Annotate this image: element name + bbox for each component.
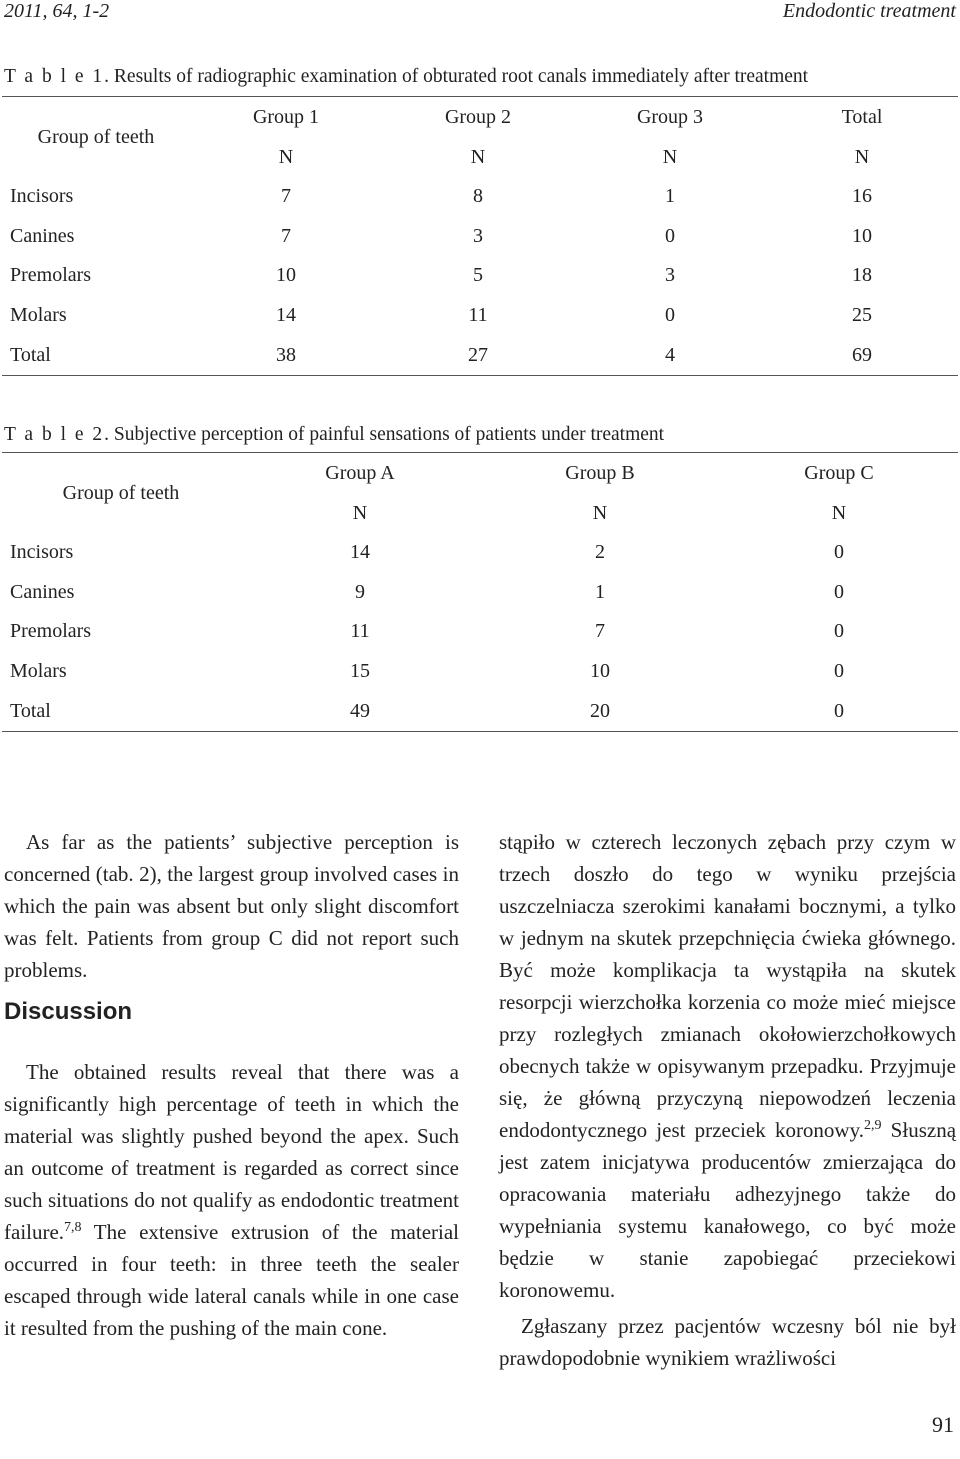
table-row xyxy=(2,217,958,257)
table-cell: 7 xyxy=(595,620,605,643)
table-cell: 49 xyxy=(350,699,370,722)
table-cell: 0 xyxy=(834,580,844,603)
table1-n-header: N xyxy=(854,145,870,168)
table-cell: 10 xyxy=(590,660,610,683)
table-cell: 38 xyxy=(276,343,296,366)
table-cell: 15 xyxy=(350,660,370,683)
table-cell: 0 xyxy=(834,699,844,722)
table2-n-header: N xyxy=(592,501,608,524)
table-row xyxy=(2,256,958,296)
left-column xyxy=(4,826,459,1344)
section-title: Endodontic treatment xyxy=(782,0,956,22)
row-label: Premolars xyxy=(10,264,92,287)
table2-n-header: N xyxy=(831,501,847,524)
table1-n-header: N xyxy=(662,145,678,168)
journal-issue: 2011, 64, 1-2 xyxy=(4,0,110,22)
table1-row-header: Group of teeth xyxy=(37,125,155,148)
table-row xyxy=(2,177,958,217)
table-cell: 69 xyxy=(852,343,872,366)
table2-n-header: N xyxy=(352,501,368,524)
table2-caption-text: . Subjective perception of painful sensations of patients under treatment xyxy=(104,424,665,445)
table-cell: 10 xyxy=(852,224,872,247)
table-cell: 1 xyxy=(595,580,605,603)
table2-group-header: Group C xyxy=(804,461,874,484)
section-heading: Discussion xyxy=(4,998,133,1025)
paragraph: Zgłaszany przez pacjentów wczesny ból nie był prawdopodobnie wynikiem wrażliwości xyxy=(499,1314,956,1370)
row-label: Canines xyxy=(10,224,75,247)
row-label: Total xyxy=(10,343,51,366)
table-cell: 11 xyxy=(468,304,488,327)
paragraph xyxy=(4,1056,459,1344)
table-row xyxy=(2,612,958,652)
paragraph-text: Słuszną jest zatem inicjatywa producentów zmierzająca do opracowania materiału adhezyjnego także do wypełniania systemu kanałowego, co być może będzie w stanie zapobiegać przeciekowi koronowemu. xyxy=(499,1118,957,1302)
table-cell: 14 xyxy=(276,304,296,327)
paragraph-text: The obtained results reveal that there was a significantly high percentage of teeth in which the material was slightly pushed beyond the apex. Such an outcome of treatment is regarded as correct since such situations do not qualify as endodontic treatment failure. xyxy=(4,1060,459,1244)
table-cell: 14 xyxy=(350,541,370,564)
table-cell: 27 xyxy=(468,343,488,366)
running-header xyxy=(4,0,956,26)
table1 xyxy=(2,96,958,376)
table-cell: 3 xyxy=(473,224,483,247)
table1-group-header: Group 1 xyxy=(252,105,320,128)
table-cell: 7 xyxy=(281,185,291,208)
table1-label: T a b l e 1 xyxy=(4,66,105,87)
paragraph-text: The extensive extrusion of the material occurred in four teeth: in three teeth the sealer escaped through wide lateral canals while in one case it resulted from the pushing of the main cone. xyxy=(4,1220,459,1340)
table-cell: 25 xyxy=(852,304,872,327)
table2-group-header: Group B xyxy=(565,461,635,484)
right-column xyxy=(499,826,956,1374)
table-row xyxy=(2,691,958,731)
table-cell: 1 xyxy=(665,185,675,208)
citation-ref: 2,9 xyxy=(864,1118,882,1133)
table-row xyxy=(2,296,958,336)
table2-label: T a b l e 2 xyxy=(4,424,105,445)
table2-group-header: Group A xyxy=(325,461,395,484)
table-cell: 20 xyxy=(590,699,610,722)
table2-row-header: Group of teeth xyxy=(62,481,180,504)
table-cell: 5 xyxy=(473,264,483,287)
table1-n-header: N xyxy=(278,145,294,168)
paragraph-text: stąpiło w czterech leczonych zębach przy czym w trzech doszło do tego w wyniku przejścia uszczelniacza szerokimi kanałami bocznymi, a tylko w jednym na skutek przepchnięcia ćwieka głównego. Być może komplikacja ta wystąpiła na skutek resorpcji wierzchołka korzenia co może mieć miejsce przy rozległych zmianach okołowierzchołkowych obecnych także w opisywanym przepadku. Przyjmuje się, że główną przyczyną niepowodzeń leczenia endodontycznego jest przeciek koronowy. xyxy=(499,830,956,1142)
table-cell: 7 xyxy=(281,224,291,247)
table-cell: 0 xyxy=(834,620,844,643)
table1-n-header: N xyxy=(470,145,486,168)
table1-group-header: Group 3 xyxy=(636,105,704,128)
table2-caption xyxy=(4,424,956,446)
row-label: Incisors xyxy=(10,541,74,564)
table2 xyxy=(2,452,958,732)
table-cell: 4 xyxy=(665,343,675,366)
row-label: Canines xyxy=(10,580,75,603)
table-cell: 3 xyxy=(665,264,675,287)
paragraph: As far as the patients’ subjective perception is concerned (tab. 2), the largest group involved cases in which the pain was absent but only slight discomfort was felt. Patients from group C did not report such problems. xyxy=(4,830,459,982)
table-cell: 2 xyxy=(595,541,605,564)
table-row xyxy=(2,335,958,375)
table-cell: 0 xyxy=(834,541,844,564)
table-cell: 8 xyxy=(473,185,483,208)
row-label: Molars xyxy=(10,660,67,683)
page-number: 91 xyxy=(932,1412,954,1437)
citation-ref: 7,8 xyxy=(64,1220,82,1235)
table1-group-header: Total xyxy=(841,105,883,128)
table1-caption xyxy=(4,66,956,88)
row-label: Molars xyxy=(10,304,67,327)
table-row xyxy=(2,533,958,573)
table1-caption-text: . Results of radiographic examination of obturated root canals immediately after treatment xyxy=(104,66,809,87)
row-label: Incisors xyxy=(10,185,74,208)
table-cell: 18 xyxy=(852,264,872,287)
paragraph xyxy=(499,826,956,1306)
table-cell: 0 xyxy=(665,224,675,247)
table-cell: 9 xyxy=(355,580,365,603)
table-cell: 10 xyxy=(276,264,296,287)
table-row xyxy=(2,652,958,692)
row-label: Premolars xyxy=(10,620,92,643)
row-label: Total xyxy=(10,699,51,722)
table1-group-header: Group 2 xyxy=(444,105,512,128)
table-cell: 0 xyxy=(665,304,675,327)
table-cell: 0 xyxy=(834,660,844,683)
table-cell: 11 xyxy=(350,620,370,643)
table-row xyxy=(2,573,958,613)
table-cell: 16 xyxy=(852,185,872,208)
